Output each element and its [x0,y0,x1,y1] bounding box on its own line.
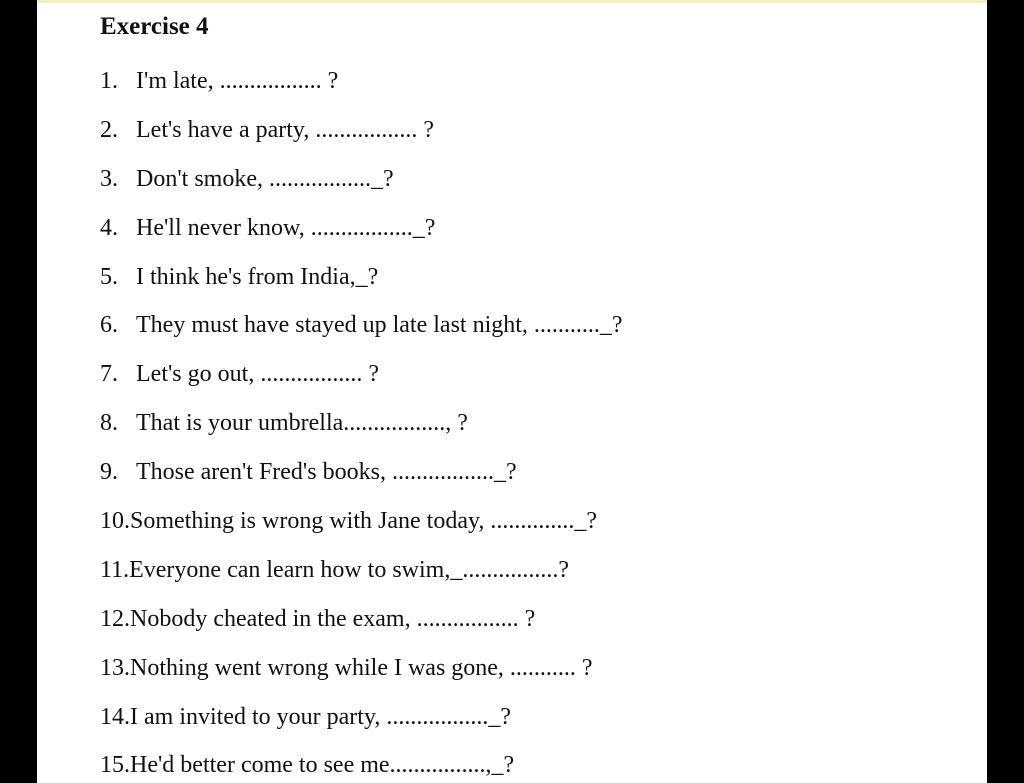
item-text: Nobody cheated in the exam, ................. ? [130,605,536,632]
exercise-item [100,61,623,110]
item-number: 12. [100,605,130,632]
item-text: I think he's from India,_? [136,263,379,290]
exercise-item [100,403,623,452]
item-number: 7. [100,361,118,388]
item-text: I am invited to your party, ................._? [130,703,512,730]
item-number: 8. [100,410,118,437]
exercise-item [100,452,623,501]
exercise-item [100,550,623,599]
exercise-item [100,159,623,208]
item-text: Something is wrong with Jane today, .............._? [130,508,598,535]
exercise-item [100,599,623,648]
item-text: That is your umbrella................., ? [136,410,468,437]
item-number: 1. [100,68,118,94]
exercise-item [100,110,623,159]
item-number: 14. [100,703,130,730]
exercise-item [100,745,623,783]
item-text: Let's have a party, ................. ? [136,116,435,143]
item-number: 13. [100,654,130,681]
item-number: 15. [100,752,130,779]
item-text: Let's go out, ................. ? [136,361,379,388]
item-text: Don't smoke, ................._? [136,165,394,192]
item-text: Everyone can learn how to swim,_................? [129,556,569,583]
item-text: Those aren't Fred's books, ................._? [136,459,517,486]
item-number: 9. [100,459,118,486]
exercise-list [100,61,623,783]
item-number: 11. [100,556,130,583]
exercise-item [100,305,623,354]
exercise-item [100,257,623,306]
item-text: I'm late, ................. ? [136,68,339,94]
item-number: 3. [100,165,118,192]
item-number: 2. [100,116,118,143]
item-text: He'd better come to see me................,_? [130,752,515,779]
exercise-item [100,697,623,746]
item-number: 10. [100,508,130,535]
document-page [37,0,987,783]
item-text: Nothing went wrong while I was gone, ........... ? [130,654,593,681]
item-text: He'll never know, ................._? [136,214,436,241]
exercise-title: Exercise 4 [100,13,209,40]
exercise-item [100,354,623,403]
item-number: 6. [100,312,118,339]
item-number: 4. [100,214,118,241]
exercise-item [100,648,623,697]
exercise-item [100,208,623,257]
item-text: They must have stayed up late last night, ..........._? [136,312,623,339]
exercise-item [100,501,623,550]
item-number: 5. [100,263,118,290]
